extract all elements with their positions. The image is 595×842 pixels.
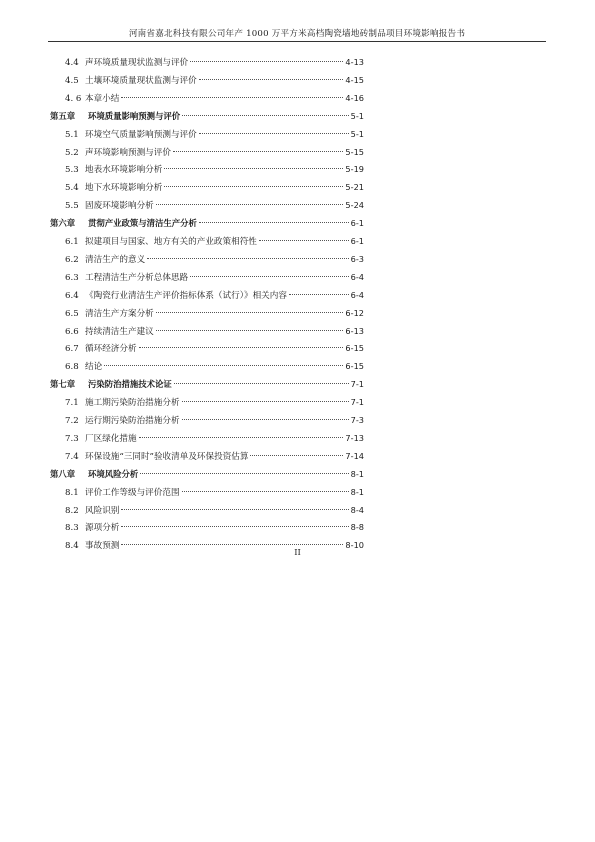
toc-entry-title: 环境质量影响预测与评价 [88,110,181,121]
toc-dot-leader [164,168,343,169]
toc-entry-number: 4.5 [65,75,79,86]
toc-entry-page: 8-4 [350,504,364,515]
toc-dot-leader [182,491,349,492]
toc-entry-number: 5.4 [65,183,79,194]
toc-section-entry[interactable] [65,447,364,465]
toc-entry-page: 5-1 [350,110,364,121]
toc-entry-title: 工程清洁生产分析总体思路 [85,272,189,283]
toc-entry-title: 污染防治措施技术论证 [88,379,172,390]
toc-entry-number: 6.1 [65,237,79,247]
toc-entry-title: 事故预测 [85,541,120,552]
toc-entry-number: 6.2 [65,254,79,265]
toc-section-entry[interactable] [65,125,364,143]
toc-dot-leader [199,222,349,223]
toc-entry-page: 6-3 [350,253,364,264]
toc-entry-page: 7-1 [350,379,364,390]
toc-entry-number: 6.5 [65,308,79,319]
toc-chapter-entry[interactable] [50,465,364,483]
toc-section-entry[interactable] [65,393,364,411]
toc-entry-number: 5.1 [65,129,79,140]
toc-section-entry[interactable] [65,286,364,304]
toc-entry-page: 6-1 [350,218,364,229]
toc-entry-number: 6.8 [65,362,79,373]
toc-dot-leader [199,79,344,80]
toc-entry-page: 6-15 [345,361,364,372]
toc-entry-number: 7.1 [65,398,79,409]
toc-section-entry[interactable] [65,518,364,536]
toc-entry-number: 第六章 [50,218,76,229]
toc-entry-title: 厂区绿化措施 [85,433,137,444]
toc-entry-number: 8.1 [65,487,79,498]
toc-entry-title: 环境风险分析 [88,468,139,479]
toc-entry-number: 6.4 [65,290,79,301]
toc-entry-page: 8-1 [350,468,364,479]
toc-section-entry[interactable] [65,232,364,250]
toc-dot-leader [182,401,349,402]
toc-entry-number: 6.3 [65,272,79,283]
toc-section-entry[interactable] [65,429,364,447]
toc-dot-leader [139,347,344,348]
toc-section-entry[interactable] [65,53,364,71]
toc-section-entry[interactable] [65,483,364,501]
toc-dot-leader [156,312,344,313]
toc-entry-number: 5.5 [65,201,79,212]
toc-entry-page: 6-4 [350,289,364,300]
toc-entry-title: 《陶瓷行业清洁生产评价指标体系（试行）》相关内容 [85,290,287,301]
toc-entry-number: 8.2 [65,505,79,516]
toc-entry-page: 6-13 [345,325,364,336]
toc-entry-title: 环境空气质量影响预测与评价 [85,129,197,140]
toc-entry-number: 第五章 [50,110,76,121]
toc-entry-number: 5.3 [65,165,79,176]
toc-entry-page: 6-15 [345,343,364,354]
toc-dot-leader [147,258,348,259]
toc-entry-page: 5-1 [350,128,364,139]
toc-section-entry[interactable] [65,89,364,107]
toc-entry-number: 4.4 [65,58,79,68]
toc-entry-title: 声环境影响预测与评价 [85,147,171,158]
toc-dot-leader [259,240,349,241]
toc-entry-title: 清洁生产方案分析 [85,308,154,319]
toc-dot-leader [199,133,349,134]
toc-entry-number: 6.6 [65,326,79,337]
toc-entry-page: 4-13 [345,57,364,67]
toc-entry-title: 施工期污染防治措施分析 [85,398,180,409]
toc-entry-page: 6-12 [345,307,364,318]
toc-dot-leader [121,97,343,98]
toc-entry-page: 8-10 [345,540,364,551]
toc-section-entry[interactable] [65,304,364,322]
toc-entry-page: 5-24 [345,200,364,211]
toc-entry-title: 本章小结 [85,93,120,104]
toc-dot-leader [190,276,348,277]
toc-entry-page: 5-15 [345,146,364,157]
toc-chapter-entry[interactable] [50,375,364,393]
toc-entry-page: 4-15 [345,74,364,85]
toc-entry-number: 第八章 [50,468,76,479]
toc-dot-leader [121,509,348,510]
toc-dot-leader [289,294,349,295]
toc-entry-number: 8.3 [65,523,79,534]
toc-entry-page: 6-4 [350,271,364,282]
toc-entry-number: 7.2 [65,416,79,426]
toc-entry-title: 固废环境影响分析 [85,201,154,212]
toc-entry-title: 持续清洁生产建议 [85,326,154,337]
header-rule [48,41,546,42]
toc-section-entry[interactable] [65,339,364,357]
toc-entry-page: 6-1 [350,236,364,246]
toc-entry-title: 声环境质量现状监测与评价 [85,58,189,68]
toc-entry-number: 7.3 [65,433,79,444]
toc-dot-leader [156,204,344,205]
toc-entry-number: 6.7 [65,344,79,355]
toc-entry-title: 评价工作等级与评价范围 [85,487,180,498]
toc-dot-leader [140,473,348,474]
page-number: II [294,547,301,557]
toc-entry-title: 土壤环境质量现状监测与评价 [85,75,197,86]
toc-entry-page: 5-21 [345,182,364,193]
toc-dot-leader [174,383,349,384]
toc-dot-leader [121,544,343,545]
toc-section-entry[interactable] [65,322,364,340]
toc-section-entry[interactable] [65,268,364,286]
toc-dot-leader [139,437,344,438]
toc-section-entry[interactable] [65,143,364,161]
toc-dot-leader [182,419,349,420]
toc-section-entry[interactable] [65,196,364,214]
toc-dot-leader [250,455,343,456]
toc-entry-title: 源项分析 [85,523,120,534]
toc-dot-leader [182,115,349,116]
toc-dot-leader [190,61,343,62]
toc-entry-title: 环保设施“三同时”验收清单及环保投资估算 [85,451,249,462]
toc-dot-leader [164,186,343,187]
toc-entry-title: 风险识别 [85,505,120,516]
toc-entry-title: 地下水环境影响分析 [85,183,163,194]
toc-entry-number: 4. 6 [65,93,82,104]
toc-section-entry[interactable] [65,250,364,268]
page-header: 河南省嘉北科技有限公司年产 1000 万平方米高档陶瓷墙地砖制品项目环境影响报告书 [128,29,466,39]
toc-dot-leader [121,526,348,527]
toc-section-entry[interactable] [65,160,364,178]
toc-section-entry[interactable] [65,357,364,375]
toc-dot-leader [156,330,344,331]
toc-entry-page: 7-13 [345,432,364,443]
toc-chapter-entry[interactable] [50,214,364,232]
toc-entry-number: 第七章 [50,379,76,390]
toc-entry-page: 4-16 [345,92,364,103]
toc-dot-leader [173,151,343,152]
toc-dot-leader [104,365,343,366]
toc-entry-title: 拟建项目与国家、地方有关的产业政策相符性 [85,237,257,247]
toc-section-entry[interactable] [65,71,364,89]
toc-section-entry[interactable] [65,411,364,429]
toc-section-entry[interactable] [65,178,364,196]
toc-entry-page: 7-14 [345,450,364,461]
toc-entry-title: 地表水环境影响分析 [85,165,163,176]
toc-entry-page: 7-1 [350,397,364,408]
toc-entry-number: 8.4 [65,541,79,552]
toc-entry-page: 8-8 [350,522,364,533]
toc-entry-number: 5.2 [65,147,79,158]
toc-entry-title: 运行期污染防治措施分析 [85,416,180,426]
toc-entry-title: 清洁生产的意义 [85,254,146,265]
toc-entry-page: 5-19 [345,164,364,175]
toc-entry-title: 贯彻产业政策与清洁生产分析 [88,218,197,229]
toc-entry-page: 8-1 [350,486,364,497]
toc-entry-title: 循环经济分析 [85,344,137,355]
toc-entry-number: 7.4 [65,451,79,462]
toc-chapter-entry[interactable] [50,107,364,125]
toc-section-entry[interactable] [65,501,364,519]
toc-entry-title: 结论 [85,362,103,373]
toc-entry-page: 7-3 [350,415,364,425]
